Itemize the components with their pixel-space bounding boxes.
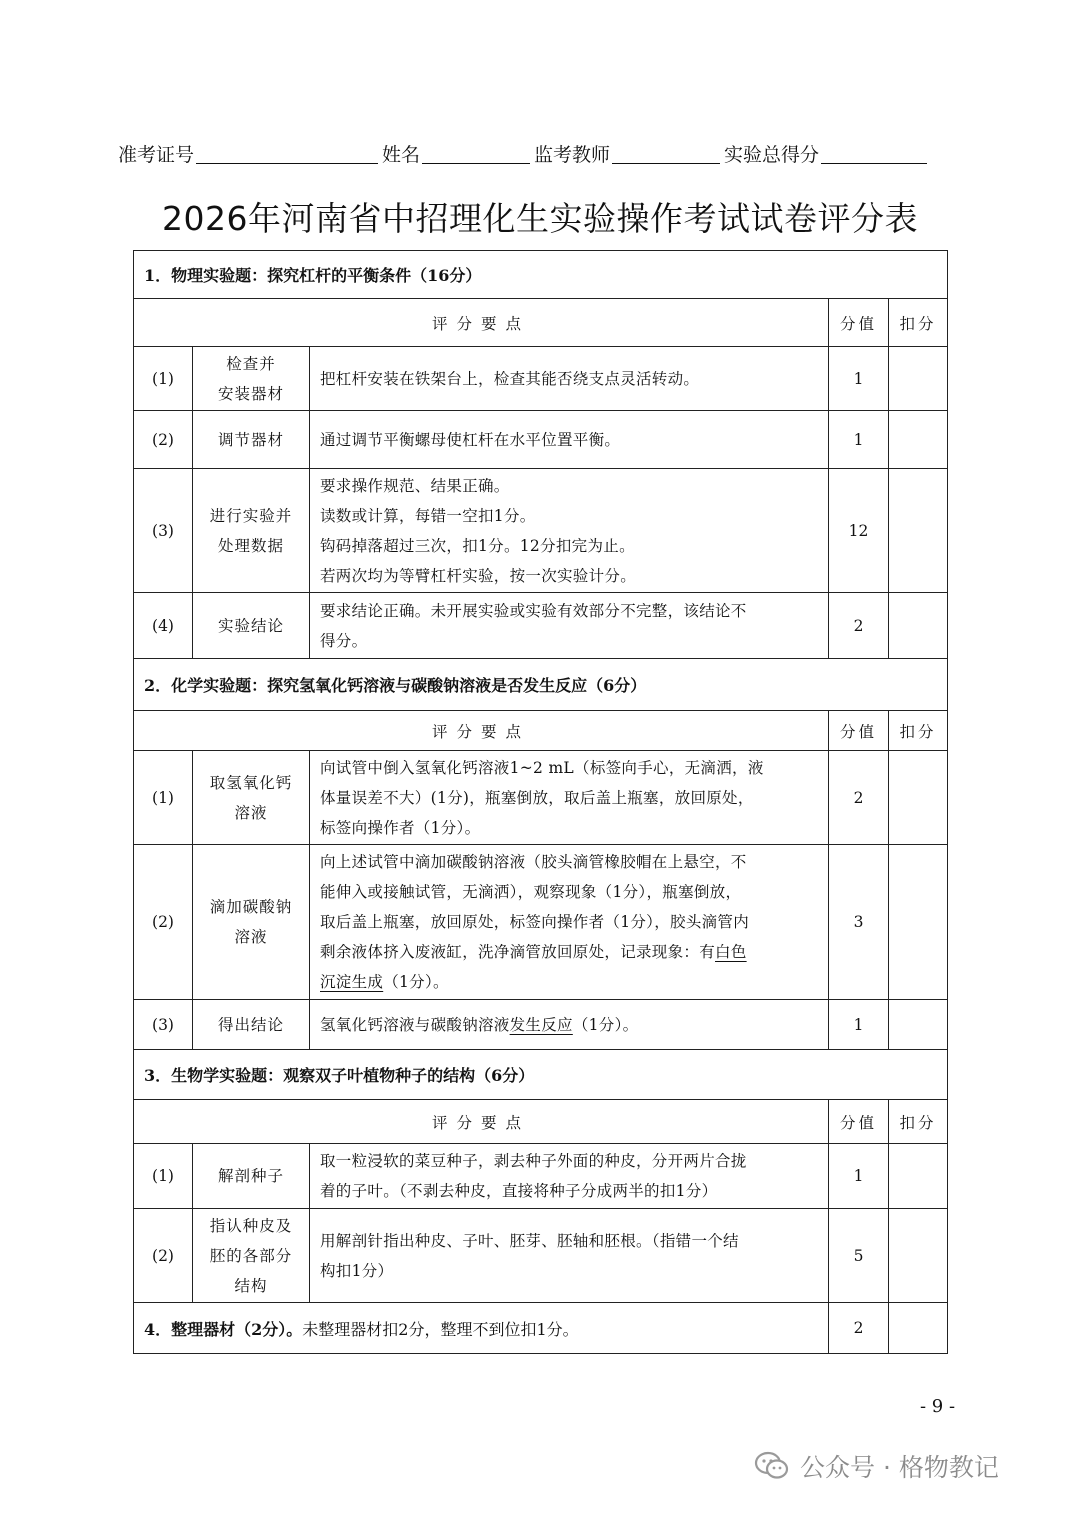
row-score: 3 bbox=[829, 845, 889, 1000]
section-4-row bbox=[134, 1303, 948, 1354]
watermark bbox=[754, 1446, 999, 1486]
row-number: (1) bbox=[134, 751, 193, 845]
row-number: (2) bbox=[134, 1209, 193, 1303]
row-content: 用解剖针指出种皮、子叶、胚芽、胚轴和胚根。（指错一个结 构扣1分） bbox=[310, 1209, 829, 1303]
row-content: 要求操作规范、结果正确。 读数或计算，每错一空扣1分。 钩码掉落超过三次，扣1分。12分扣完为止。 若两次均为等臂杠杆实验，按一次实验计分。 bbox=[310, 469, 829, 593]
table-row bbox=[134, 411, 948, 469]
section-2-title: 2．化学实验题：探究氢氧化钙溶液与碳酸钠溶液是否发生反应（6分） bbox=[134, 659, 948, 711]
row-item: 调节器材 bbox=[193, 411, 310, 469]
row-score: 1 bbox=[829, 411, 889, 469]
scoring-table bbox=[133, 250, 948, 1354]
invigilator-label: 监考教师 bbox=[534, 144, 611, 166]
candidate-info-line bbox=[118, 140, 968, 170]
total-score-blank[interactable] bbox=[821, 141, 927, 164]
deduct-header: 扣分 bbox=[889, 711, 948, 751]
row-content: 把杠杆安装在铁架台上，检查其能否绕支点灵活转动。 bbox=[310, 347, 829, 411]
table-row bbox=[134, 469, 948, 593]
row-score: 12 bbox=[829, 469, 889, 593]
row-content: 向试管中倒入氢氧化钙溶液1~2 mL（标签向手心，无滴洒，液 体量误差不大）(1分)，瓶塞倒放，取后盖上瓶塞，放回原处， 标签向操作者（1分）。 bbox=[310, 751, 829, 845]
row-number: (4) bbox=[134, 593, 193, 659]
deduct-header: 扣分 bbox=[889, 299, 948, 347]
row-score: 2 bbox=[829, 751, 889, 845]
table-row bbox=[134, 1144, 948, 1209]
deduct-cell[interactable] bbox=[889, 469, 948, 593]
row-number: (3) bbox=[134, 469, 193, 593]
row-score: 1 bbox=[829, 1144, 889, 1209]
score-header: 分值 bbox=[829, 1100, 889, 1144]
row-content: 氢氧化钙溶液与碳酸钠溶液发生反应（1分）。 bbox=[310, 1000, 829, 1050]
exam-id-blank[interactable] bbox=[196, 141, 378, 164]
section-3-title: 3．生物学实验题：观察双子叶植物种子的结构（6分） bbox=[134, 1050, 948, 1100]
section-1-title: 1．物理实验题：探究杠杆的平衡条件（16分） bbox=[134, 251, 948, 299]
row-item: 取氢氧化钙 溶液 bbox=[193, 751, 310, 845]
deduct-cell[interactable] bbox=[889, 1144, 948, 1209]
section-title-row bbox=[134, 1050, 948, 1100]
deduct-cell[interactable] bbox=[889, 1209, 948, 1303]
table-row bbox=[134, 593, 948, 659]
row-content: 向上述试管中滴加碳酸钠溶液（胶头滴管橡胶帽在上悬空，不 能伸入或接触试管，无滴洒），观察现象（1分），瓶塞倒放， 取后盖上瓶塞，放回原处，标签向操作者（1分），胶头滴管内 剩余液体挤入废液缸，洗净滴管放回原处，记录现象：有白色 沉淀生成（1分）。 bbox=[310, 845, 829, 1000]
name-blank[interactable] bbox=[422, 141, 530, 164]
row-number: (2) bbox=[134, 845, 193, 1000]
row-number: (1) bbox=[134, 1144, 193, 1209]
row-item: 检查并 安装器材 bbox=[193, 347, 310, 411]
table-header-row bbox=[134, 1100, 948, 1144]
row-score: 2 bbox=[829, 593, 889, 659]
row-number: (1) bbox=[134, 347, 193, 411]
score-header: 分值 bbox=[829, 711, 889, 751]
deduct-cell[interactable] bbox=[889, 1000, 948, 1050]
table-header-row bbox=[134, 711, 948, 751]
watermark-text: 公众号 · 格物教记 bbox=[800, 1453, 999, 1482]
row-number: (3) bbox=[134, 1000, 193, 1050]
page-number: - 9 - bbox=[920, 1396, 956, 1417]
section-title-row bbox=[134, 251, 948, 299]
table-row bbox=[134, 347, 948, 411]
row-item: 实验结论 bbox=[193, 593, 310, 659]
wechat-icon bbox=[754, 1450, 790, 1482]
section-title-row bbox=[134, 659, 948, 711]
deduct-cell[interactable] bbox=[889, 347, 948, 411]
row-score: 1 bbox=[829, 1000, 889, 1050]
table-row bbox=[134, 751, 948, 845]
deduct-cell[interactable] bbox=[889, 1303, 948, 1354]
row-score: 1 bbox=[829, 347, 889, 411]
deduct-cell[interactable] bbox=[889, 593, 948, 659]
criteria-header: 评分要点 bbox=[134, 1100, 829, 1144]
page-title: 2026年河南省中招理化生实验操作考试试卷评分表 bbox=[162, 199, 918, 238]
table-header-row bbox=[134, 299, 948, 347]
row-item: 解剖种子 bbox=[193, 1144, 310, 1209]
table-row bbox=[134, 1209, 948, 1303]
total-score-label: 实验总得分 bbox=[724, 144, 820, 166]
underlined-answer: 白色 bbox=[715, 943, 747, 961]
deduct-cell[interactable] bbox=[889, 751, 948, 845]
row-item: 得出结论 bbox=[193, 1000, 310, 1050]
row-content: 要求结论正确。未开展实验或实验有效部分不完整，该结论不 得分。 bbox=[310, 593, 829, 659]
underlined-answer: 沉淀生成 bbox=[320, 973, 384, 991]
deduct-cell[interactable] bbox=[889, 845, 948, 1000]
criteria-header: 评分要点 bbox=[134, 299, 829, 347]
name-label: 姓名 bbox=[382, 144, 421, 166]
section-4-title: 4．整理器材（2分）。未整理器材扣2分，整理不到位扣1分。 bbox=[134, 1303, 829, 1354]
row-item: 进行实验并 处理数据 bbox=[193, 469, 310, 593]
exam-id-label: 准考证号 bbox=[118, 144, 195, 166]
deduct-cell[interactable] bbox=[889, 411, 948, 469]
invigilator-blank[interactable] bbox=[612, 141, 720, 164]
row-score: 2 bbox=[829, 1303, 889, 1354]
underlined-answer: 发生反应 bbox=[509, 1015, 573, 1034]
deduct-header: 扣分 bbox=[889, 1100, 948, 1144]
criteria-header: 评分要点 bbox=[134, 711, 829, 751]
row-number: (2) bbox=[134, 411, 193, 469]
table-row bbox=[134, 845, 948, 1000]
row-item: 指认种皮及 胚的各部分 结构 bbox=[193, 1209, 310, 1303]
row-content: 通过调节平衡螺母使杠杆在水平位置平衡。 bbox=[310, 411, 829, 469]
score-header: 分值 bbox=[829, 299, 889, 347]
row-score: 5 bbox=[829, 1209, 889, 1303]
table-row bbox=[134, 1000, 948, 1050]
row-item: 滴加碳酸钠 溶液 bbox=[193, 845, 310, 1000]
row-content: 取一粒浸软的菜豆种子，剥去种子外面的种皮，分开两片合拢 着的子叶。（不剥去种皮，直接将种子分成两半的扣1分） bbox=[310, 1144, 829, 1209]
